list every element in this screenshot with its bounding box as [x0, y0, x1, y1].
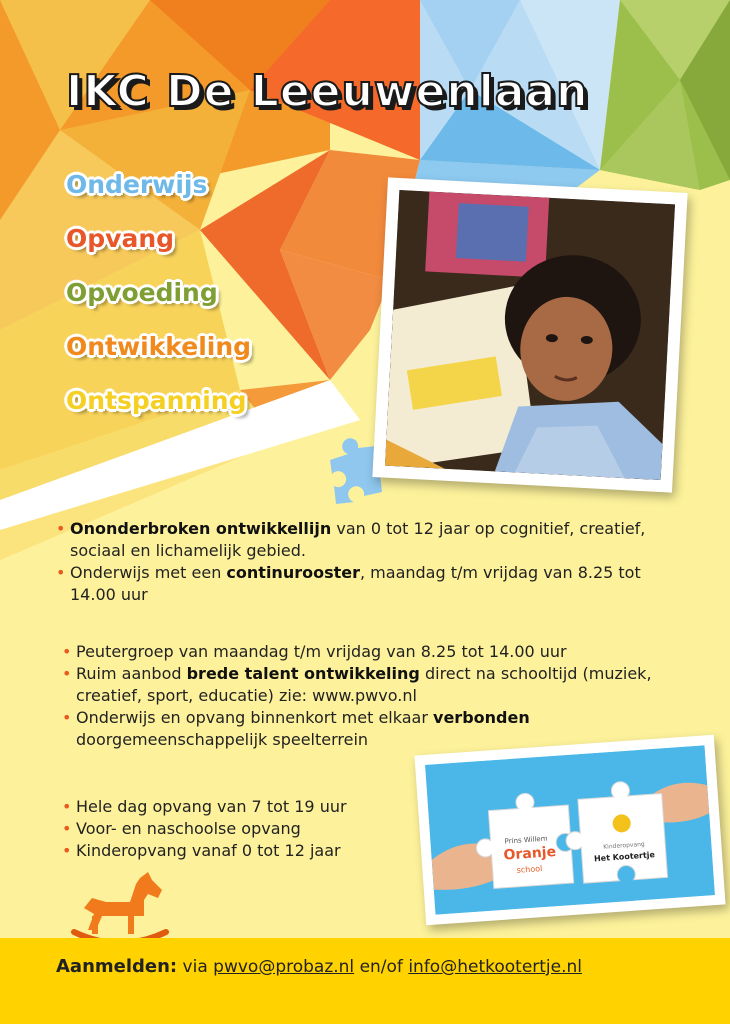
email-link-probaz[interactable]: pwvo@probaz.nl [213, 957, 355, 977]
kootertje-logo-small: Kinderopvang [603, 840, 645, 851]
signup-via: via [182, 957, 208, 977]
list-item: • Ruim aanbod brede talent ontwikkeling direct na schooltijd (muziek, creatief, sport, educatie) zie: www.pwvo.nl [62, 663, 692, 707]
list-item: • Hele dag opvang van 7 tot 19 uur [62, 796, 422, 818]
oranje-logo: Oranje [503, 844, 557, 864]
page-title: IKC De Leeuwenlaan [66, 66, 589, 117]
child-photo-frame [372, 177, 687, 492]
puzzle-photo-frame [414, 735, 725, 926]
email-link-kootertje[interactable]: info@hetkootertje.nl [408, 957, 583, 977]
info-list-general [56, 518, 676, 606]
pillar-opvoeding: Opvoeding [66, 278, 218, 307]
list-item: • Onderwijs en opvang binnenkort met elkaar verbonden doorgemeenschappelijk speelterrein [62, 707, 692, 751]
kootertje-logo: Het Kootertje [593, 850, 656, 864]
list-item: • Kinderopvang vanaf 0 tot 12 jaar [62, 840, 422, 862]
oranje-logo-small: Prins Willem [504, 834, 548, 846]
signup-and-or: en/of [359, 957, 403, 977]
puzzle-photo [425, 745, 715, 914]
list-item: • Onderwijs met een continurooster, maandag t/m vrijdag van 8.25 tot 14.00 uur [56, 562, 676, 606]
footer-bar [0, 938, 730, 1024]
pillar-ontspanning: Ontspanning [66, 386, 247, 415]
info-list-peuter [62, 641, 692, 751]
signup-lead: Aanmelden: [56, 956, 178, 977]
child-photo [385, 190, 675, 480]
signup-line [56, 956, 582, 977]
oranje-logo-school: school [516, 864, 543, 875]
pillar-onderwijs: Onderwijs [66, 170, 208, 199]
info-list-opvang [62, 796, 422, 862]
pillar-ontwikkeling: Ontwikkeling [66, 332, 252, 361]
pillar-opvang: Opvang [66, 224, 175, 253]
list-item: • Peutergroep van maandag t/m vrijdag van 8.25 tot 14.00 uur [62, 641, 692, 663]
list-item: • Ononderbroken ontwikkellijn van 0 tot 12 jaar op cognitief, creatief, sociaal en lichamelijk gebied. [56, 518, 676, 562]
list-item: • Voor- en naschoolse opvang [62, 818, 422, 840]
